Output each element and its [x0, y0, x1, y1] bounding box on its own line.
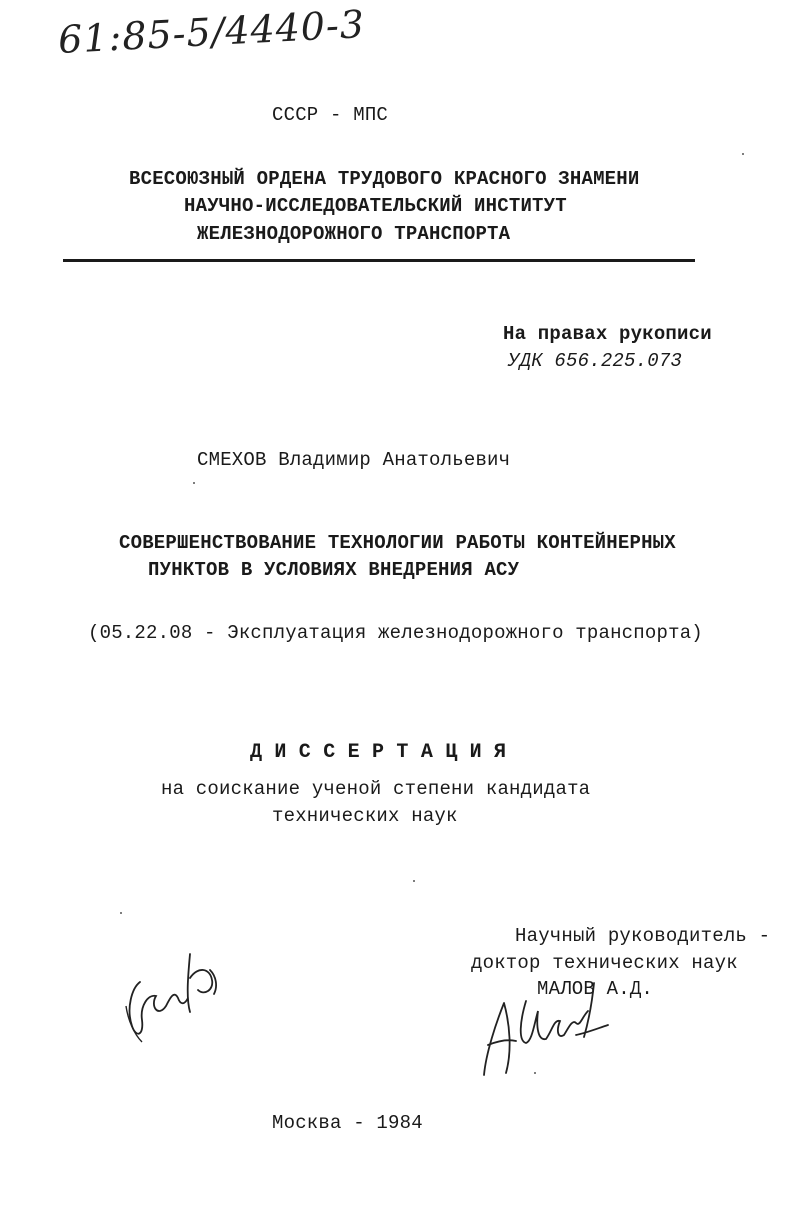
ministry-heading: СССР - МПС [272, 104, 389, 126]
udk-code: УДК 656.225.073 [508, 350, 683, 372]
institute-line-1: ВСЕСОЮЗНЫЙ ОРДЕНА ТРУДОВОГО КРАСНОГО ЗНАМЕНИ [129, 168, 640, 190]
supervisor-name: МАЛОВ А.Д. [537, 978, 654, 1000]
degree-line-1: на соискание ученой степени кандидата [161, 778, 591, 800]
supervisor-degree: доктор технических наук [471, 952, 738, 974]
scan-speck [534, 1072, 536, 1074]
scan-speck [742, 153, 744, 155]
author-name: СМЕХОВ Владимир Анатольевич [197, 449, 511, 471]
dissertation-title-line-2: ПУНКТОВ В УСЛОВИЯХ ВНЕДРЕНИЯ АСУ [148, 559, 520, 581]
author-signature [118, 940, 228, 1050]
scan-speck [413, 880, 415, 882]
supervisor-role: Научный руководитель - [515, 925, 771, 947]
document-type-heading: Д И С С Е Р Т А Ц И Я [250, 741, 507, 764]
specialty-code: (05.22.08 - Эксплуатация железнодорожного транспорта) [88, 622, 703, 644]
scan-speck [120, 912, 122, 914]
dissertation-title-line-1: СОВЕРШЕНСТВОВАНИЕ ТЕХНОЛОГИИ РАБОТЫ КОНТЕЙНЕРНЫХ [119, 532, 676, 554]
supervisor-signature [476, 975, 626, 1085]
header-divider [63, 259, 695, 262]
degree-line-2: технических наук [272, 805, 458, 827]
institute-line-2: НАУЧНО-ИССЛЕДОВАТЕЛЬСКИЙ ИНСТИТУТ [184, 195, 567, 217]
archive-code: 61:85-5/4440-3 [57, 1, 367, 63]
manuscript-rights-label: На правах рукописи [503, 323, 712, 345]
institute-line-3: ЖЕЛЕЗНОДОРОЖНОГО ТРАНСПОРТА [197, 223, 511, 245]
city-year: Москва - 1984 [272, 1112, 423, 1134]
scan-speck [193, 482, 195, 484]
